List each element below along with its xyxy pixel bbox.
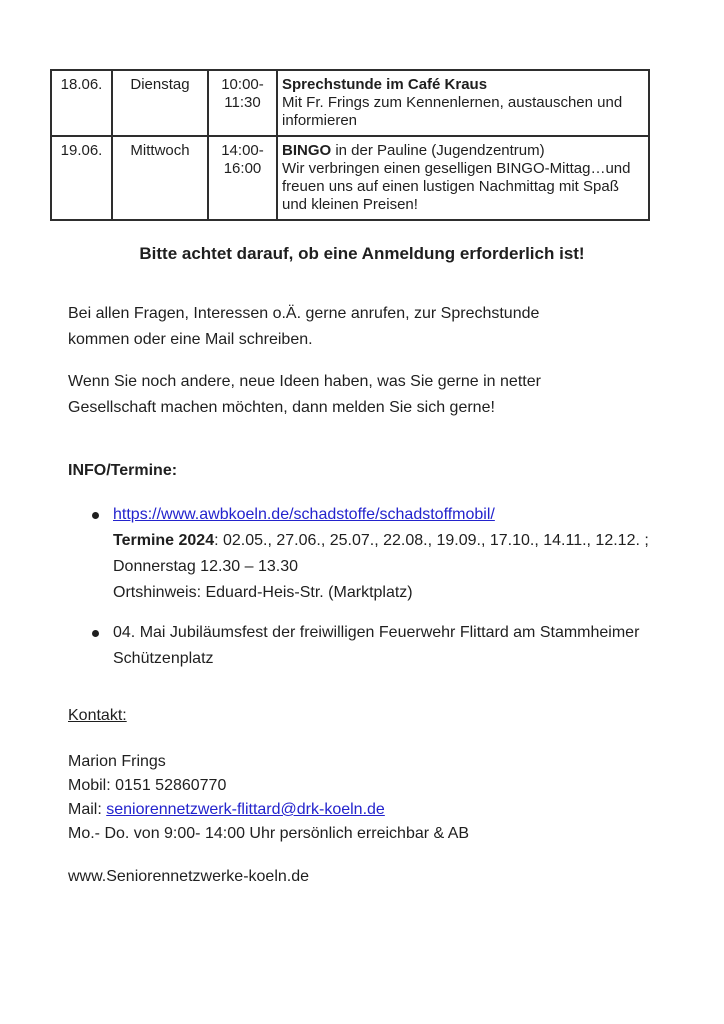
event-date: 19.06. xyxy=(51,136,112,220)
mail-label: Mail: xyxy=(68,801,102,818)
jubilaeumsfest-text: 04. Mai Jubiläumsfest der freiwilligen Feuerwehr Flittard am Stammheimer Schützenplatz xyxy=(113,624,640,667)
termine-line xyxy=(113,528,653,580)
awb-schadstoffmobil-link[interactable]: https://www.awbkoeln.de/schadstoffe/schadstoffmobil/ xyxy=(113,506,495,523)
contact-name: Marion Frings xyxy=(68,753,166,770)
kontakt-heading: Kontakt: xyxy=(68,707,127,724)
list-item-jubilaeumsfest xyxy=(90,620,653,672)
info-list xyxy=(90,502,724,672)
event-day: Mittwoch xyxy=(112,136,208,220)
paragraph-questions: Bei allen Fragen, Interessen o.Ä. gerne anrufen, zur Sprechstunde kommen oder eine Mail schreiben. xyxy=(68,305,540,348)
events-table xyxy=(50,69,650,221)
termine-dates: : 02.05., 27.06., 25.07., 22.08., 19.09., 17.10., 14.11., 12.12. ; Donnerstag 12.30 – 13.30 xyxy=(113,532,649,575)
contact-mobile: Mobil: 0151 52860770 xyxy=(68,777,227,794)
bullet-icon xyxy=(92,630,99,637)
event-title: BINGO xyxy=(282,142,332,159)
event-description xyxy=(277,70,649,136)
email-link[interactable]: seniorennetzwerk-flittard@drk-koeln.de xyxy=(106,801,385,818)
website-url: www.Seniorennetzwerke-koeln.de xyxy=(68,868,310,885)
paragraph-ideas: Wenn Sie noch andere, neue Ideen haben, was Sie gerne in netter Gesellschaft machen möchten, dann melden Sie sich gerne! xyxy=(68,373,541,416)
registration-notice: Bitte achtet darauf, ob eine Anmeldung erforderlich ist! xyxy=(139,244,585,263)
event-title: Sprechstunde im Café Kraus xyxy=(282,76,488,93)
bullet-icon xyxy=(92,512,99,519)
table-row xyxy=(51,70,649,136)
contact-block xyxy=(68,750,724,846)
contact-availability: Mo.- Do. von 9:00- 14:00 Uhr persönlich erreichbar & AB xyxy=(68,825,470,842)
termine-location: Ortshinweis: Eduard-Heis-Str. (Marktplatz) xyxy=(113,584,413,601)
event-date: 18.06. xyxy=(51,70,112,136)
event-details: Wir verbringen einen geselligen BINGO-Mittag…und freuen uns auf einen lustigen Nachmittag mit Spaß und kleinen Preisen! xyxy=(282,160,631,213)
contact-mail-line xyxy=(68,798,724,822)
event-time: 14:00- 16:00 xyxy=(208,136,277,220)
event-day: Dienstag xyxy=(112,70,208,136)
event-description xyxy=(277,136,649,220)
event-title-rest: in der Pauline (Jugendzentrum) xyxy=(331,142,545,159)
event-time: 10:00- 11:30 xyxy=(208,70,277,136)
info-termine-heading: INFO/Termine: xyxy=(68,462,178,479)
termine-label: Termine 2024 xyxy=(113,532,215,549)
event-details: Mit Fr. Frings zum Kennenlernen, austauschen und informieren xyxy=(282,94,623,129)
table-row xyxy=(51,136,649,220)
list-item-schadstoffmobil xyxy=(90,502,653,606)
